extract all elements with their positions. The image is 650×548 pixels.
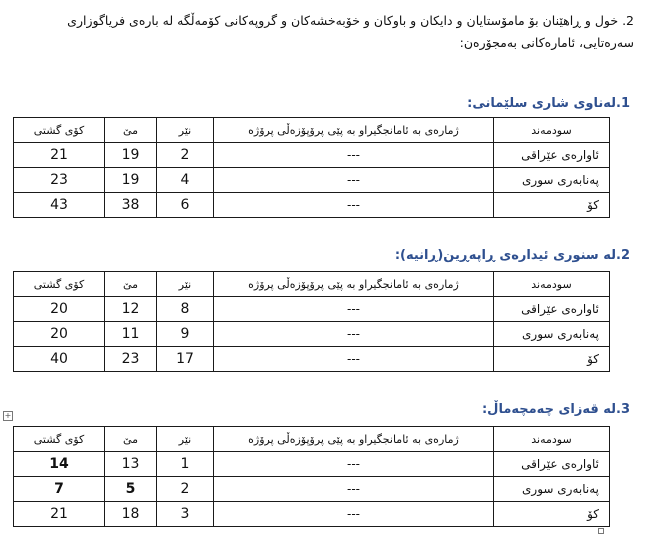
cell-total: 20 <box>14 297 105 322</box>
cell-male: 4 <box>157 168 214 193</box>
table-header-row <box>14 272 610 297</box>
table-row <box>14 193 610 218</box>
header-female: مێ <box>105 118 157 143</box>
header-total: کۆی گشتی <box>14 118 105 143</box>
header-target: ژمارەی بە ئامانجگیراو بە پێی پرۆپۆزەڵی پرۆژە <box>214 427 494 452</box>
cell-male: 1 <box>157 452 214 477</box>
cell-beneficiary: پەنابەری سوری <box>494 477 610 502</box>
cell-male: 17 <box>157 347 214 372</box>
table-resize-handle[interactable] <box>598 528 604 534</box>
cell-total: 14 <box>14 452 105 477</box>
cell-female: 38 <box>105 193 157 218</box>
cell-beneficiary: ئاوارەی عێراقی <box>494 297 610 322</box>
header-male: نێر <box>157 118 214 143</box>
cell-total: 23 <box>14 168 105 193</box>
table-move-handle-icon[interactable]: + <box>4 411 12 420</box>
cell-total: 20 <box>14 322 105 347</box>
table-row <box>14 452 610 477</box>
cell-total: 40 <box>14 347 105 372</box>
header-beneficiary: سودمەند <box>494 427 610 452</box>
cell-target: --- <box>214 477 494 502</box>
header-beneficiary: سودمەند <box>494 118 610 143</box>
cell-target: --- <box>214 168 494 193</box>
cell-male: 2 <box>157 477 214 502</box>
cell-beneficiary: پەنابەری سوری <box>494 168 610 193</box>
table-row <box>14 168 610 193</box>
section-2-table <box>13 271 610 372</box>
cell-female: 5 <box>105 477 157 502</box>
header-male: نێر <box>157 272 214 297</box>
cell-total: 43 <box>14 193 105 218</box>
intro-paragraph <box>14 10 634 54</box>
cell-female: 19 <box>105 168 157 193</box>
cell-beneficiary: کۆ <box>494 502 610 527</box>
cell-female: 13 <box>105 452 157 477</box>
cell-male: 2 <box>157 143 214 168</box>
cell-male: 6 <box>157 193 214 218</box>
cell-female: 12 <box>105 297 157 322</box>
cell-target: --- <box>214 143 494 168</box>
table-row <box>14 477 610 502</box>
section-3-heading: 3.لە قەزای چەمچەماڵ: <box>481 402 630 417</box>
table-header-row <box>14 118 610 143</box>
cell-total: 21 <box>14 143 105 168</box>
header-target: ژمارەی بە ئامانجگیراو بە پێی پرۆپۆزەڵی پرۆژە <box>214 272 494 297</box>
cell-female: 19 <box>105 143 157 168</box>
section-2-heading: 2.لە سنوری ئیدارەی ڕاپەڕین(ڕانیە): <box>394 248 630 263</box>
section-1-table <box>13 117 610 218</box>
cell-beneficiary: کۆ <box>494 193 610 218</box>
header-target: ژمارەی بە ئامانجگیراو بە پێی پرۆپۆزەڵی پرۆژە <box>214 118 494 143</box>
cell-target: --- <box>214 193 494 218</box>
header-female: مێ <box>105 272 157 297</box>
cell-male: 3 <box>157 502 214 527</box>
intro-line-1: 2. خول و ڕاهێنان بۆ مامۆستایان و دایکان و باوکان و خۆبەخشەکان و گروپەکانی کۆمەڵگە لە بارەی فریاگوزاری <box>67 13 634 28</box>
cell-total: 7 <box>14 477 105 502</box>
cell-target: --- <box>214 322 494 347</box>
cell-female: 11 <box>105 322 157 347</box>
cell-target: --- <box>214 502 494 527</box>
cell-female: 23 <box>105 347 157 372</box>
header-female: مێ <box>105 427 157 452</box>
table-row <box>14 297 610 322</box>
header-total: کۆی گشتی <box>14 272 105 297</box>
cell-beneficiary: کۆ <box>494 347 610 372</box>
header-total: کۆی گشتی <box>14 427 105 452</box>
table-row <box>14 143 610 168</box>
table-row <box>14 502 610 527</box>
section-1-heading: 1.لەناوی شاری سلێمانی: <box>467 96 630 111</box>
cell-target: --- <box>214 347 494 372</box>
intro-line-2: سەرەتایی، ئامارەکانی بەمجۆرەن: <box>459 35 634 50</box>
cell-male: 8 <box>157 297 214 322</box>
table-row <box>14 347 610 372</box>
cell-total: 21 <box>14 502 105 527</box>
cell-female: 18 <box>105 502 157 527</box>
table-row <box>14 322 610 347</box>
table-header-row <box>14 427 610 452</box>
header-male: نێر <box>157 427 214 452</box>
cell-target: --- <box>214 297 494 322</box>
cell-beneficiary: ئاوارەی عێراقی <box>494 143 610 168</box>
cell-target: --- <box>214 452 494 477</box>
cell-beneficiary: پەنابەری سوری <box>494 322 610 347</box>
cell-male: 9 <box>157 322 214 347</box>
header-beneficiary: سودمەند <box>494 272 610 297</box>
section-3-table <box>13 426 610 527</box>
cell-beneficiary: ئاوارەی عێراقی <box>494 452 610 477</box>
